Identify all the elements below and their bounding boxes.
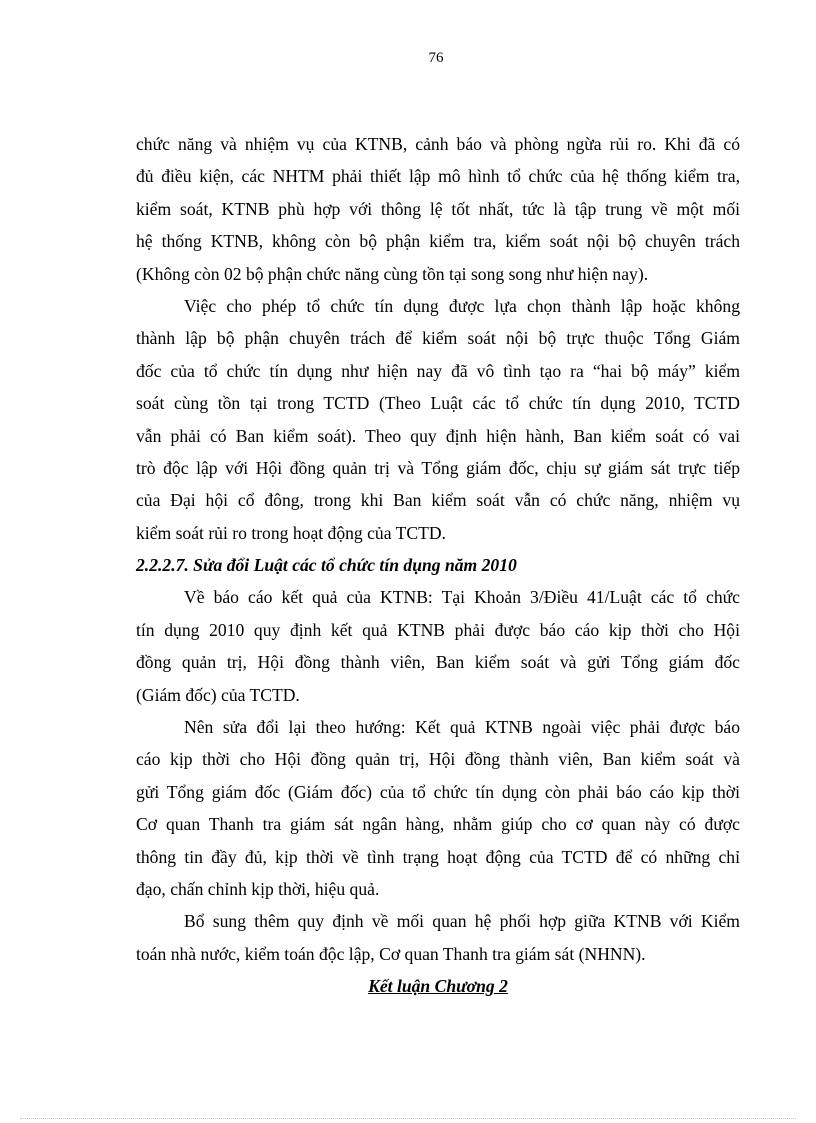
text-line: kiểm soát rủi ro trong hoạt động của TCTD. — [136, 522, 446, 543]
text-line: kiểm soát, KTNB phù hợp với thông lệ tốt nhất, tức là tập trung về một mối — [136, 198, 740, 219]
text-line: đủ điều kiện, các NHTM phải thiết lập mô hình tổ chức của hệ thống kiểm tra, — [136, 166, 740, 187]
text-line: tín dụng 2010 quy định kết quả KTNB phải được báo cáo kịp thời cho Hội — [136, 619, 740, 640]
text-line: đạo, chấn chỉnh kịp thời, hiệu quả. — [136, 878, 380, 899]
text-line: Về báo cáo kết quả của KTNB: Tại Khoản 3/Điều 41/Luật các tổ chức — [184, 587, 740, 608]
text-line: đốc của tổ chức tín dụng như hiện nay đã vô tình tạo ra “hai bộ máy” kiểm — [136, 360, 740, 381]
paragraph — [136, 128, 740, 290]
text-line: gửi Tổng giám đốc (Giám đốc) của tổ chức tín dụng còn phải báo cáo kịp thời — [136, 781, 740, 802]
text-line: soát cùng tồn tại trong TCTD (Theo Luật các tổ chức tín dụng 2010, TCTD — [136, 393, 740, 414]
text-line: chức năng và nhiệm vụ của KTNB, cảnh báo và phòng ngừa rủi ro. Khi đã có — [136, 134, 740, 154]
text-line: toán nhà nước, kiểm toán độc lập, Cơ quan Thanh tra giám sát (NHNN). — [136, 943, 646, 964]
text-line: đồng quản trị, Hội đồng thành viên, Ban kiểm soát và gửi Tổng giám đốc — [136, 652, 740, 673]
text-line: Nên sửa đổi lại theo hướng: Kết quả KTNB ngoài việc phải được báo — [184, 717, 740, 738]
document-body — [136, 128, 740, 1003]
text-line: trò độc lập với Hội đồng quản trị và Tổng giám đốc, chịu sự giám sát trực tiếp — [136, 457, 740, 478]
text-line: của Đại hội cổ đông, trong khi Ban kiểm soát vẫn có chức năng, nhiệm vụ — [136, 490, 740, 511]
text-line: thành lập bộ phận chuyên trách để kiểm soát nội bộ trực thuộc Tổng Giám — [136, 328, 740, 349]
paragraph — [136, 581, 740, 711]
text-line: Cơ quan Thanh tra giám sát ngân hàng, nhằm giúp cho cơ quan này có được — [136, 814, 740, 835]
section-heading: 2.2.2.7. Sửa đổi Luật các tổ chức tín dụng năm 2010 — [136, 555, 517, 576]
text-line: (Giám đốc) của TCTD. — [136, 684, 300, 705]
text-line: Bổ sung thêm quy định về mối quan hệ phối hợp giữa KTNB với Kiểm — [184, 911, 740, 932]
text-line: hệ thống KTNB, không còn bộ phận kiểm tra, kiểm soát nội bộ chuyên trách — [136, 231, 740, 252]
text-line: Việc cho phép tổ chức tín dụng được lựa chọn thành lập hoặc không — [184, 295, 740, 316]
text-line: (Không còn 02 bộ phận chức năng cùng tồn tại song song như hiện nay). — [136, 263, 649, 284]
conclusion-heading: Kết luận Chương 2 — [368, 976, 508, 997]
paragraph — [136, 290, 740, 549]
text-line: thông tin đầy đủ, kịp thời về tình trạng hoạt động của TCTD để có những chỉ — [136, 846, 740, 867]
text-line: cáo kịp thời cho Hội đồng quản trị, Hội đồng thành viên, Ban kiểm soát và — [136, 749, 740, 770]
paragraph — [136, 711, 740, 905]
page-number: 76 — [428, 50, 444, 66]
paragraph — [136, 905, 740, 970]
text-line: vẫn phải có Ban kiểm soát). Theo quy định hiện hành, Ban kiểm soát có vai — [136, 425, 740, 446]
page-bottom-divider — [20, 1118, 796, 1119]
